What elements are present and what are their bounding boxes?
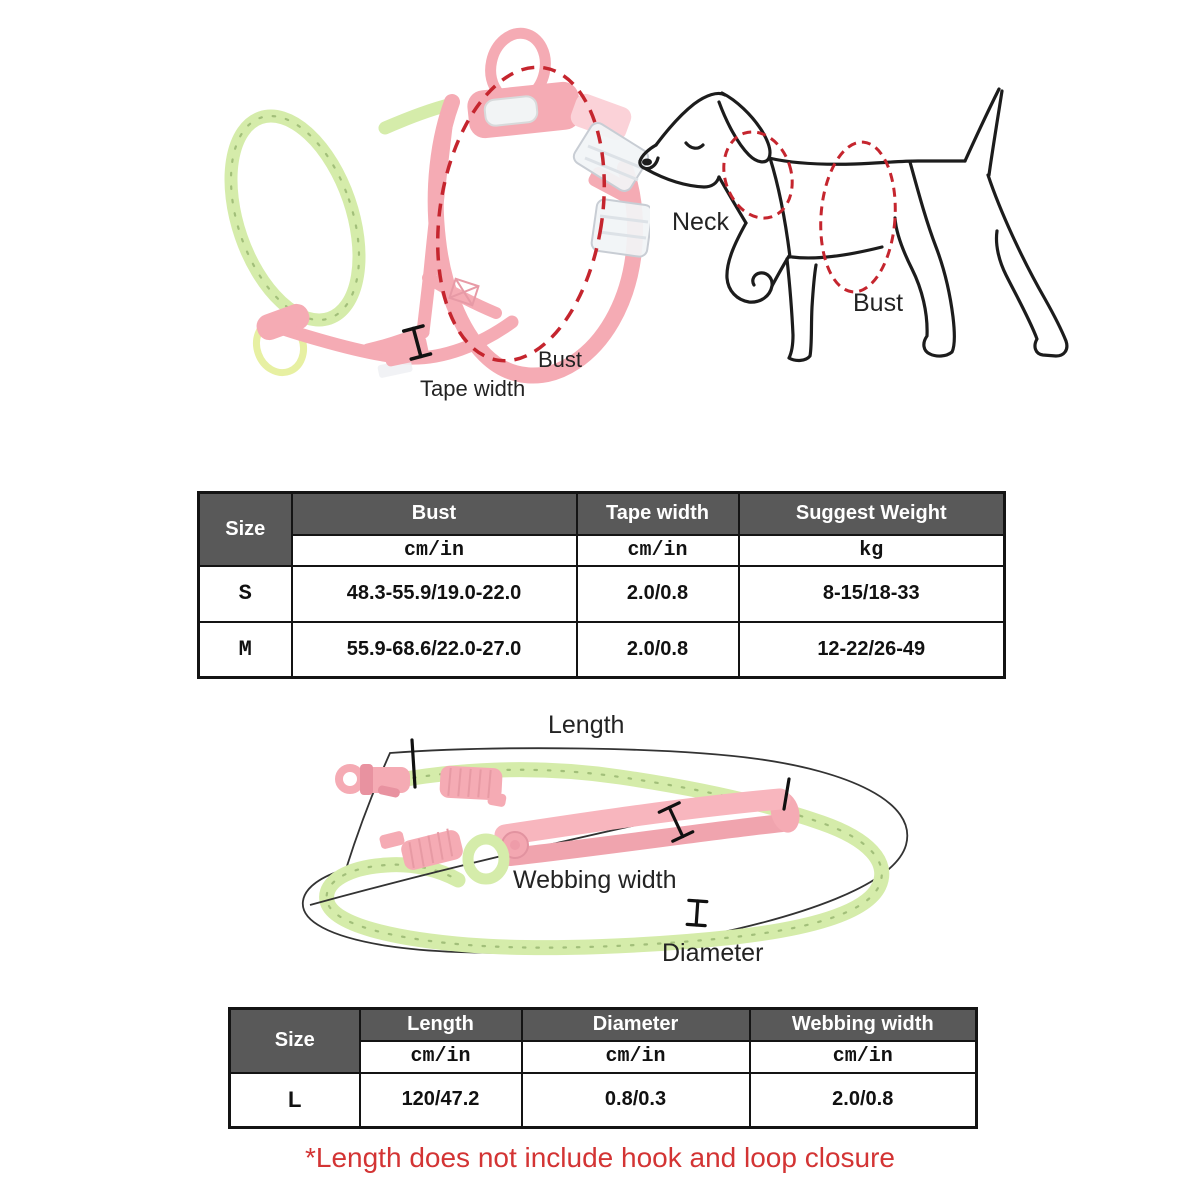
leash-table-col-webbing-width: Webbing width: [750, 1009, 977, 1041]
dog-bust-label: Bust: [853, 289, 904, 317]
bust-value: 48.3-55.9/19.0-22.0: [292, 566, 577, 622]
diameter-value: 0.8/0.3: [522, 1073, 750, 1128]
leash-size-table: [228, 1007, 978, 1129]
harness-tape-width-label: Tape width: [420, 376, 526, 401]
leash-table-col-length: Length: [360, 1009, 522, 1041]
dog-neck-label: Neck: [672, 208, 729, 236]
table-row-size-m: [199, 622, 1005, 678]
harness-table-corner-header: Size: [199, 493, 292, 566]
harness-size-table: [197, 491, 1006, 679]
harness-top-handle: [466, 28, 634, 143]
leash-diameter-label: Diameter: [662, 939, 764, 967]
unit-cell: cm/in: [292, 535, 577, 566]
unit-cell: cm/in: [577, 535, 739, 566]
suggest-weight-value: 8-15/18-33: [739, 566, 1005, 622]
unit-cell: kg: [739, 535, 1005, 566]
leash-webbing-width-label: Webbing width: [513, 866, 677, 894]
leash-table-corner-header: Size: [230, 1009, 360, 1073]
harness-rope-neck-loop: [207, 99, 452, 337]
length-value: 120/47.2: [360, 1073, 522, 1128]
unit-cell: cm/in: [360, 1041, 522, 1073]
tape-width-value: 2.0/0.8: [577, 566, 739, 622]
size-cell: S: [199, 566, 292, 622]
size-cell: M: [199, 622, 292, 678]
webbing-width-value: 2.0/0.8: [750, 1073, 977, 1128]
tape-width-value: 2.0/0.8: [577, 622, 739, 678]
harness-table-col-bust: Bust: [292, 493, 577, 535]
leash-illustration: [290, 695, 940, 995]
snap-hook: [339, 764, 410, 798]
harness-bust-label: Bust: [538, 347, 583, 372]
length-footnote: *Length does not include hook and loop closure: [305, 1142, 895, 1173]
diameter-measure-mark: [687, 900, 707, 925]
dog-sketch-illustration: [620, 75, 1100, 405]
size-cell: L: [230, 1073, 360, 1128]
bust-value: 55.9-68.6/22.0-27.0: [292, 622, 577, 678]
leash-table-col-diameter: Diameter: [522, 1009, 750, 1041]
leash-length-label: Length: [548, 711, 625, 739]
leash-handle-webbing: [502, 788, 804, 858]
suggest-weight-value: 12-22/26-49: [739, 622, 1005, 678]
unit-cell: cm/in: [750, 1041, 977, 1073]
harness-table-col-tape-width: Tape width: [577, 493, 739, 535]
unit-cell: cm/in: [522, 1041, 750, 1073]
dog-measure-dashed-ellipses: [713, 123, 900, 294]
table-row-size-s: [199, 566, 1005, 622]
harness-table-col-suggest-weight: Suggest Weight: [739, 493, 1005, 535]
table-row-size-l: [230, 1073, 977, 1128]
